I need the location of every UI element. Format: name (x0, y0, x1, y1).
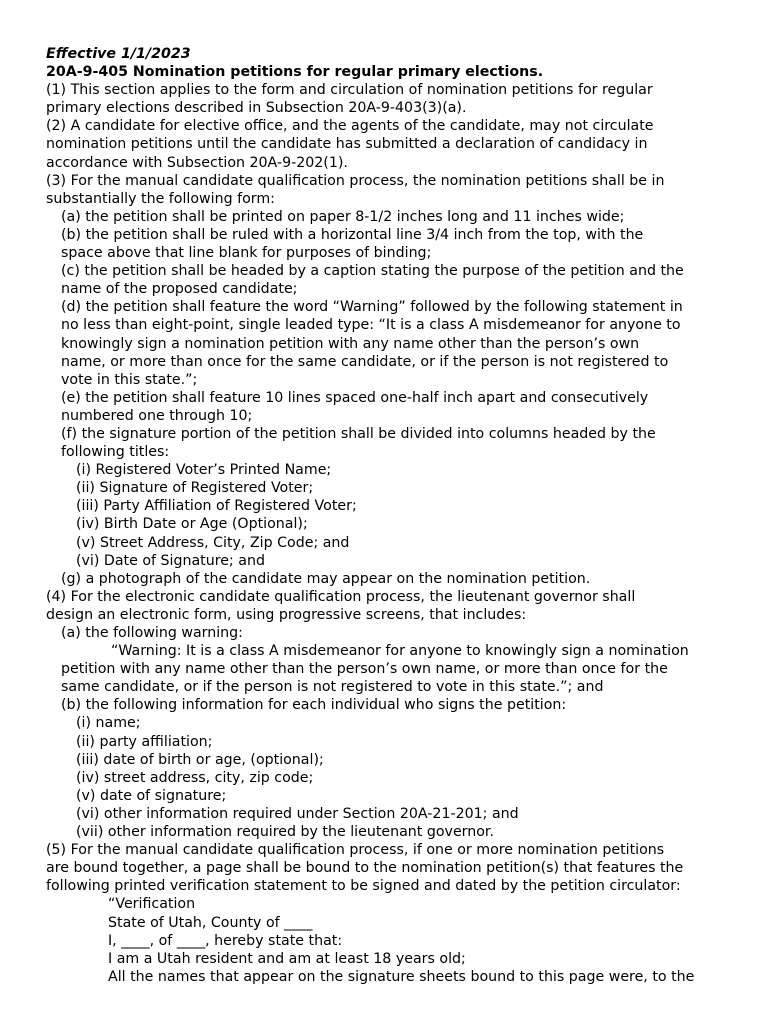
statute-body (46, 81, 736, 986)
text-line: (v) Street Address, City, Zip Code; and (76, 534, 350, 551)
text-line: (a) the petition shall be printed on paper 8-1/2 inches long and 11 inches wide; (61, 208, 625, 225)
text-line: substantially the following form: (46, 190, 275, 207)
text-line: (vi) Date of Signature; and (76, 552, 265, 569)
text-line: (vii) other information required by the lieutenant governor. (76, 824, 494, 841)
text-line: (d) the petition shall feature the word “Warning” followed by the following statement in (61, 299, 683, 316)
text-line: (i) Registered Voter’s Printed Name; (76, 462, 332, 479)
text-line: (iii) date of birth or age, (optional); (76, 751, 324, 768)
text-line: State of Utah, County of ____ (108, 914, 313, 931)
text-line: (b) the petition shall be ruled with a horizontal line 3/4 inch from the top, with the (61, 226, 644, 243)
text-line: (a) the following warning: (61, 625, 243, 641)
text-line: (ii) Signature of Registered Voter; (76, 480, 314, 497)
text-line: primary elections described in Subsection 20A-9-403(3)(a). (46, 100, 467, 117)
text-line: (4) For the electronic candidate qualification process, the lieutenant governor shall (46, 588, 636, 605)
text-line: vote in this state.”; (61, 371, 198, 388)
text-line: All the names that appear on the signature sheets bound to this page were, to the (108, 968, 695, 985)
text-line: (iii) Party Affiliation of Registered Voter; (76, 498, 357, 515)
text-line: name of the proposed candidate; (61, 281, 298, 298)
text-line: (v) date of signature; (76, 787, 227, 804)
section-heading: 20A-9-405 Nomination petitions for regular primary elections. (46, 64, 544, 81)
text-line: are bound together, a page shall be bound to the nomination petition(s) that features the (46, 860, 684, 877)
text-line: (g) a photograph of the candidate may appear on the nomination petition. (61, 570, 591, 587)
text-line: (vi) other information required under Section 20A-21-201; and (76, 805, 519, 822)
text-line: (f) the signature portion of the petition shall be divided into columns headed by the (61, 425, 656, 442)
text-line: following printed verification statement to be signed and dated by the petition circulator: (46, 878, 681, 895)
text-line: (b) the following information for each individual who signs the petition: (61, 697, 567, 714)
text-line: (5) For the manual candidate qualification process, if one or more nomination petitions (46, 842, 665, 859)
text-line: name, or more than once for the same candidate, or if the person is not registered to (61, 353, 669, 370)
text-line: (3) For the manual candidate qualification process, the nomination petitions shall be in (46, 172, 665, 189)
text-line: nomination petitions until the candidate has submitted a declaration of candidacy in (46, 136, 648, 153)
text-line: space above that line blank for purposes of binding; (61, 245, 432, 262)
text-line: same candidate, or if the person is not registered to vote in this state.”; and (61, 679, 604, 696)
text-line: “Verification (108, 896, 196, 913)
text-line: I, ____, of ____, hereby state that: (108, 932, 343, 949)
text-line: (iv) Birth Date or Age (Optional); (76, 516, 308, 533)
text-line: (c) the petition shall be headed by a caption stating the purpose of the petition and the (61, 263, 684, 280)
text-line: petition with any name other than the person’s own name, or more than once for the (61, 661, 668, 678)
statute-document (46, 45, 736, 986)
text-line: knowingly sign a nomination petition with any name other than the person’s own (61, 335, 640, 352)
text-line: “Warning: It is a class A misdemeanor for anyone to knowingly sign a nomination (93, 643, 689, 660)
text-line: (1) This section applies to the form and circulation of nomination petitions for regular (46, 82, 653, 99)
text-line: (iv) street address, city, zip code; (76, 769, 314, 786)
effective-date: Effective 1/1/2023 (46, 46, 191, 62)
text-line: following titles: (61, 444, 170, 461)
text-line: accordance with Subsection 20A-9-202(1). (46, 154, 348, 171)
text-line: numbered one through 10; (61, 407, 253, 424)
text-line: (i) name; (76, 715, 141, 732)
text-line: (e) the petition shall feature 10 lines spaced one-half inch apart and consecutively (61, 389, 649, 406)
text-line: I am a Utah resident and am at least 18 years old; (108, 950, 466, 967)
text-line: (2) A candidate for elective office, and the agents of the candidate, may not circulate (46, 118, 654, 135)
text-line: (ii) party affiliation; (76, 733, 213, 750)
text-line: no less than eight-point, single leaded type: “It is a class A misdemeanor for anyone to (61, 317, 681, 334)
text-line: design an electronic form, using progressive screens, that includes: (46, 606, 527, 623)
